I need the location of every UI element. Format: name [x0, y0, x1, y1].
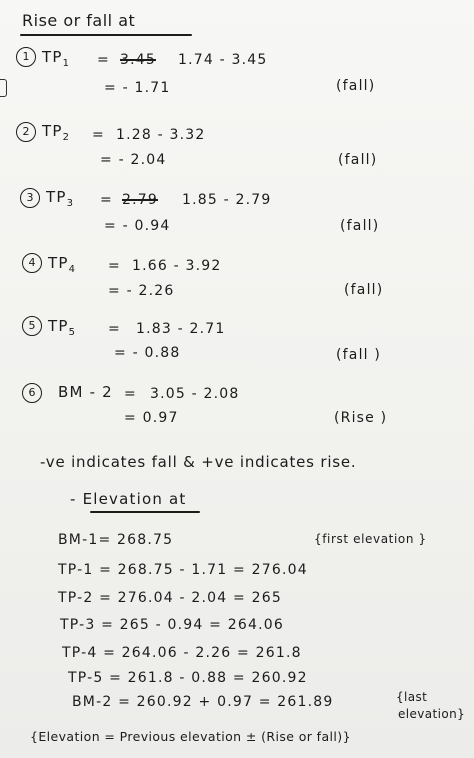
- step-3-expression: 1.85 - 2.79: [182, 192, 272, 208]
- step-3-struck: 2.79: [122, 192, 158, 208]
- step-5-expression: 1.83 - 2.71: [136, 321, 226, 337]
- elevation-line-6: TP-5 = 261.8 - 0.88 = 260.92: [68, 670, 308, 686]
- elevation-heading: - Elevation at: [70, 490, 187, 508]
- step-6-number: 6: [22, 383, 42, 403]
- elevation-line-1: BM-1= 268.75: [58, 532, 174, 548]
- step-5-eq: =: [108, 321, 121, 337]
- elevation-underline: [90, 511, 200, 513]
- step-2-type: (fall): [338, 152, 378, 168]
- step-1-expression: 1.74 - 3.45: [178, 52, 268, 68]
- heading: Rise or fall at: [22, 11, 136, 30]
- step-1-eq: =: [97, 52, 110, 68]
- step-6-type: (Rise ): [334, 410, 388, 426]
- step-2-eq: =: [92, 127, 105, 143]
- elevation-remark-1: {first elevation }: [314, 532, 427, 546]
- elevation-line-3: TP-2 = 276.04 - 2.04 = 265: [58, 590, 282, 606]
- step-3-eq: =: [100, 192, 113, 208]
- step-4-label: $TP_4$: [48, 254, 77, 275]
- elevation-remark-7a: {last: [396, 690, 428, 704]
- elevation-formula: {Elevation = Previous elevation ± (Rise or fall)}: [30, 729, 351, 744]
- step-4-result: = - 2.26: [108, 283, 175, 299]
- elevation-line-7: BM-2 = 260.92 + 0.97 = 261.89: [72, 694, 334, 710]
- step-4-eq: =: [108, 258, 121, 274]
- step-1-label: $TP_1$: [42, 48, 71, 69]
- margin-mark: [0, 79, 7, 97]
- step-4-expression: 1.66 - 3.92: [132, 258, 222, 274]
- step-6-label: BM - 2: [58, 383, 113, 401]
- step-3-number: 3: [20, 188, 40, 208]
- elevation-line-2: TP-1 = 268.75 - 1.71 = 276.04: [58, 562, 308, 578]
- step-1-type: (fall): [336, 78, 376, 94]
- step-5-type: (fall ): [336, 347, 382, 363]
- step-3-label: $TP_3$: [46, 188, 75, 209]
- step-2-result: = - 2.04: [100, 152, 167, 168]
- step-3-result: = - 0.94: [104, 218, 171, 234]
- elevation-line-5: TP-4 = 264.06 - 2.26 = 261.8: [62, 645, 302, 661]
- step-1-number: 1: [16, 47, 36, 67]
- sign-note: -ve indicates fall & +ve indicates rise.: [40, 453, 357, 471]
- elevation-remark-7b: elevation}: [398, 707, 466, 721]
- step-6-result: = 0.97: [124, 410, 179, 426]
- step-3-type: (fall): [340, 218, 380, 234]
- step-1-struck: 3.45: [120, 52, 156, 68]
- step-4-number: 4: [22, 253, 42, 273]
- step-6-expression: 3.05 - 2.08: [150, 386, 240, 402]
- step-5-result: = - 0.88: [114, 345, 181, 361]
- step-5-label: $TP_5$: [48, 317, 77, 338]
- step-2-label: $TP_2$: [42, 122, 71, 143]
- step-5-number: 5: [22, 316, 42, 336]
- step-2-expression: 1.28 - 3.32: [116, 127, 206, 143]
- step-4-type: (fall): [344, 282, 384, 298]
- heading-underline: [20, 34, 192, 36]
- step-6-eq: =: [124, 386, 137, 402]
- elevation-line-4: TP-3 = 265 - 0.94 = 264.06: [60, 617, 284, 633]
- step-2-number: 2: [16, 122, 36, 142]
- step-1-result: = - 1.71: [104, 80, 171, 96]
